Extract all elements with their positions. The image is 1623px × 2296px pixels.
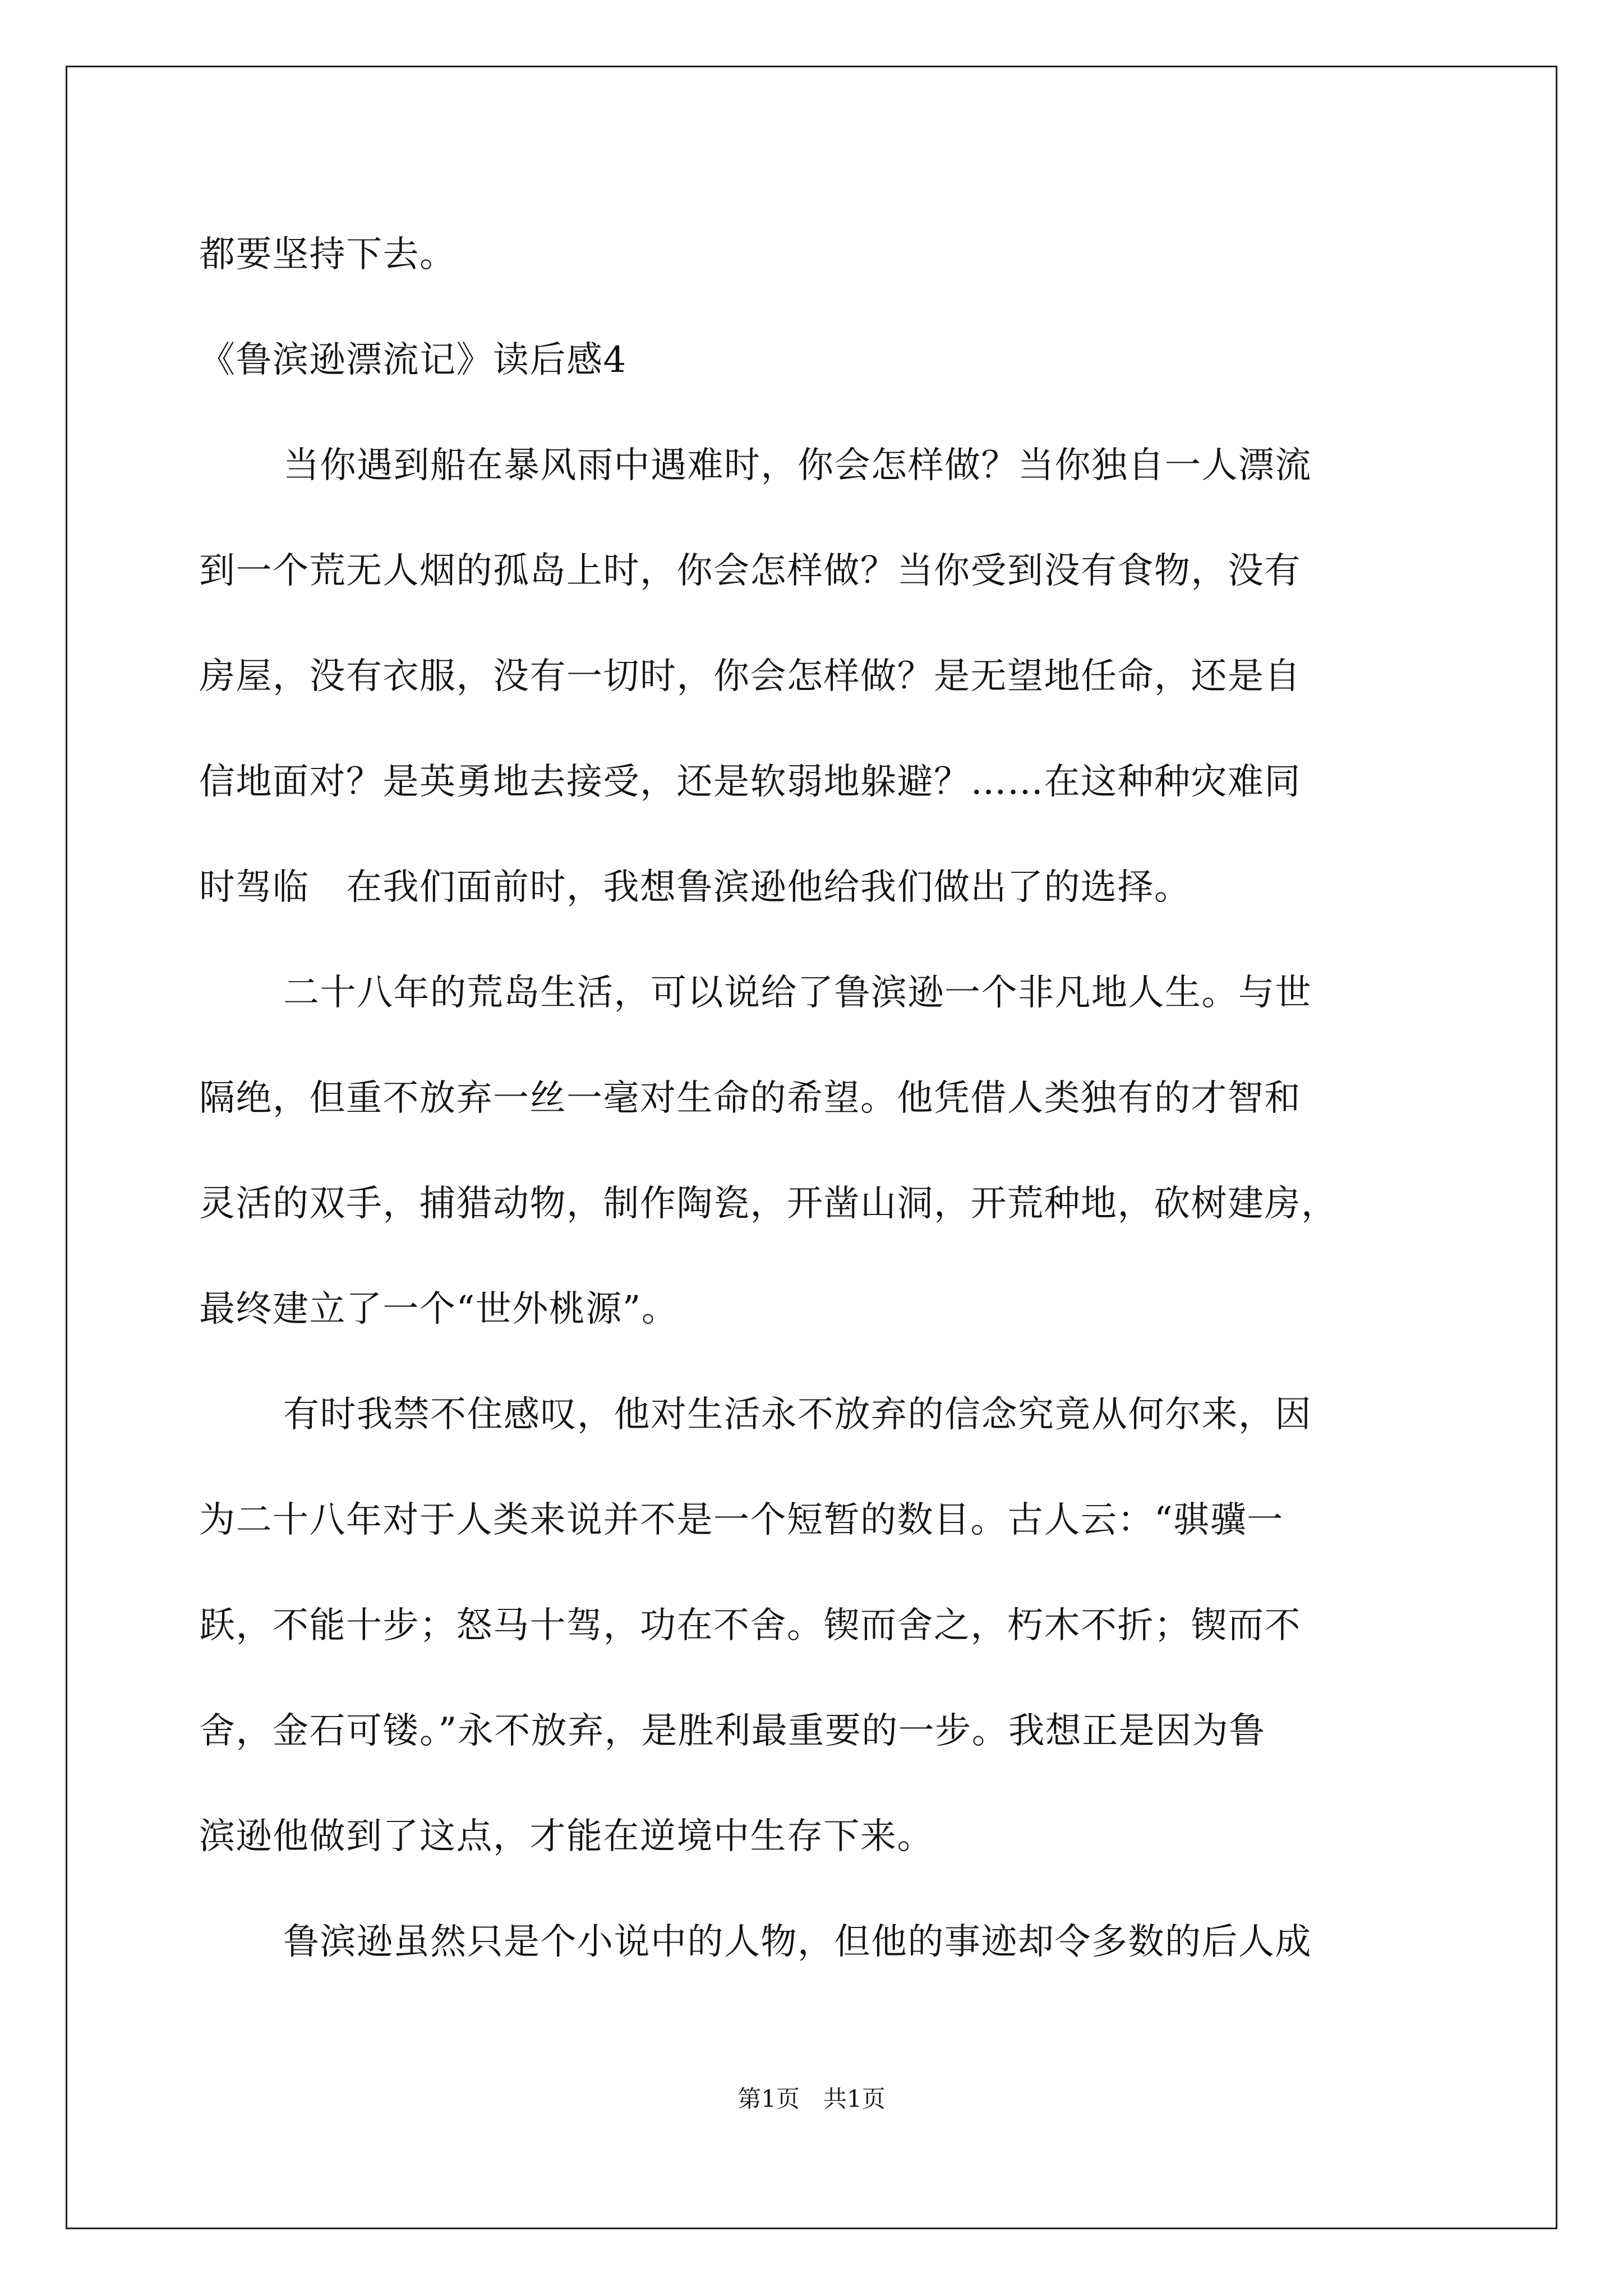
paragraph-3-line-4: 舍，金石可镂。”永不放弃，是胜利最重要的一步。我想正是因为鲁: [199, 1710, 1266, 1752]
text-line: 都要坚持下去。: [199, 234, 457, 275]
page-footer: 第1页 共1页: [737, 2085, 886, 2113]
paragraph-1-line-2: 到一个荒无人烟的孤岛上时，你会怎样做？当你受到没有食物，没有: [199, 550, 1301, 592]
paragraph-1-line-3: 房屋，没有衣服，没有一切时，你会怎样做？是无望地任命，还是自: [199, 656, 1301, 697]
paragraph-2-line-2: 隔绝，但重不放弃一丝一毫对生命的希望。他凭借人类独有的才智和: [199, 1078, 1301, 1119]
paragraph-4-line-1: 鲁滨逊虽然只是个小说中的人物，但他的事迹却令多数的后人成: [283, 1921, 1312, 1963]
paragraph-1-line-1: 当你遇到船在暴风雨中遇难时，你会怎样做？当你独自一人漂流: [283, 445, 1312, 486]
document-body: [199, 202, 1450, 1995]
paragraph-3-line-1: 有时我禁不住感叹，他对生活永不放弃的信念究竟从何尔来，因: [283, 1394, 1312, 1435]
paragraph-2-line-3: 灵活的双手，捕猎动物，制作陶瓷，开凿山洞，开荒种地，砍树建房，: [199, 1183, 1338, 1225]
paragraph-2-line-1: 二十八年的荒岛生活，可以说给了鲁滨逊一个非凡地人生。与世: [283, 972, 1312, 1014]
paragraph-1-line-5: 时驾临 在我们面前时，我想鲁滨逊他给我们做出了的选择。: [199, 867, 1191, 908]
paragraph-3-line-2: 为二十八年对于人类来说并不是一个短暂的数目。古人云：“骐骥一: [199, 1499, 1284, 1541]
paragraph-1-line-4: 信地面对？是英勇地去接受，还是软弱地躲避？……在这种种灾难同: [199, 761, 1301, 803]
paragraph-3-line-5: 滨逊他做到了这点，才能在逆境中生存下来。: [199, 1816, 934, 1857]
paragraph-2-line-4: 最终建立了一个“世外桃源”。: [199, 1289, 679, 1330]
paragraph-3-line-3: 跃，不能十步；怒马十驾，功在不舍。锲而舍之，朽木不折；锲而不: [199, 1605, 1301, 1646]
section-title: 《鲁滨逊漂流记》读后感4: [199, 339, 627, 381]
